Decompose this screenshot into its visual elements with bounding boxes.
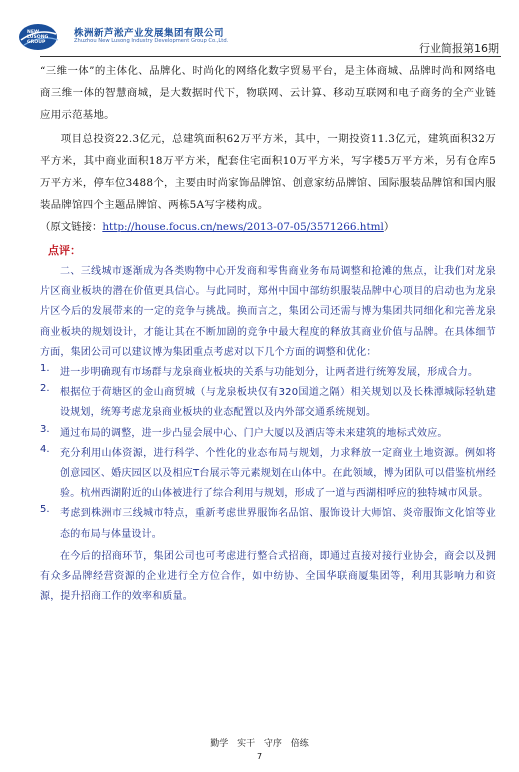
list-item-number: 3. — [40, 423, 50, 435]
list-item-text: 通过布局的调整，进一步凸显会展中心、门户大厦以及酒店等未来建筑的地标式效应。 — [60, 427, 448, 439]
header-title: 行业简报第16期 — [419, 42, 499, 55]
footer-motto: 勤学 实干 守序 倍练 — [210, 739, 309, 749]
list-item — [40, 504, 496, 544]
source-link[interactable]: http://house.focus.cn/news/2013-07-05/3571266.html — [102, 221, 384, 233]
list-item-text: 根据位于荷塘区的金山商贸城（与龙泉板块仅有320国道之隔）相关规划以及长株潭城际轻轨建设规划，统筹考虑龙泉商业板块的业态配置以及内外部交通系统规划。 — [60, 387, 496, 419]
list-item-text: 进一步明确现有市场群与龙泉商业板块的关系与功能划分，让两者进行统筹发展，形成合力。 — [60, 367, 479, 379]
company-logo — [18, 22, 228, 52]
list-item — [40, 444, 496, 505]
logo-company-name-cn: 株洲新芦淞产业发展集团有限公司 — [74, 28, 225, 39]
logo-mark-line3: GROUP — [27, 40, 46, 45]
commentary-closing: 在今后的招商环节，集团公司也可考虑进行整合式招商，即通过直接对接行业协会，商会以及拥有众多品牌经营资源的企业进行全方位合作，如中纺协、全国华联商厦集团等，利用其影响力和资源，提升招商工作的效率和质量。 — [40, 550, 496, 603]
list-item-number: 4. — [40, 443, 50, 455]
list-item-number: 2. — [40, 383, 50, 395]
commentary-list — [40, 363, 496, 545]
logo-mark-line1: NEW — [27, 30, 40, 35]
page-header — [0, 0, 519, 60]
commentary-heading: 点评： — [48, 244, 81, 257]
logo-mark-line2: LUSONG — [27, 35, 49, 40]
source-link-line — [40, 216, 496, 238]
list-item-number: 5. — [40, 504, 50, 516]
page-number: 7 — [256, 752, 263, 761]
page-content — [40, 60, 496, 607]
header-divider — [40, 56, 501, 57]
article-paragraph-1: “三维一体”的主体化、品牌化、时尚化的网络化数字贸易平台，是主体商城、品牌时尚和网络电商三维一体的智慧商城，是大数据时代下，物联网、云计算、移动互联网和电子商务的全产业链应用示范基地。 — [40, 65, 496, 121]
list-item-text: 考虑到株洲市三线城市特点，重新考虑世界服饰名品馆、服饰设计大师馆、炎帝服饰文化馆等业态的布局与体量设计。 — [60, 508, 496, 540]
list-item-number: 1. — [40, 363, 50, 375]
list-item-text: 充分利用山体资源，进行科学、个性化的业态布局与规划，力求释放一定商业土地资源。例如将创意园区、婚庆园区以及相应T台展示等元素规划在山体中。在此领域，博为团队可以借鉴杭州经验。杭州西湖附近的山体被进行了综合利用与规划，形成了一道与西湖相呼应的独特城市风景。 — [60, 447, 496, 500]
source-prefix: （原文链接： — [40, 221, 103, 233]
list-item — [40, 363, 496, 383]
article-paragraph-2: 项目总投资22.3亿元，总建筑面积62万平方米，其中，一期投资11.3亿元，建筑面积32万平方米，其中商业面积18万平方米，配套住宅面积10万平方米，写字楼5万平方米，另有仓库5万平方米，停车位3488个，主要由时尚家饰品牌馆、创意家纺品牌馆、国际服装品牌馆和国内服装品牌馆四个主题品牌馆、两栋5A写字楼构成。 — [40, 133, 496, 211]
logo-mark-icon — [18, 22, 70, 52]
commentary-intro: 二、三线城市逐渐成为各类购物中心开发商和零售商业务布局调整和抢滩的焦点，让我们对龙泉片区商业板块的潜在价值更具信心。与此同时，郑州中国中部纺织服装品牌中心项目的启动也为龙泉片区今后的发展带来的一定的竞争与挑战。换而言之，集团公司还需与博为集团共同细化和完善龙泉商业板块的规划设计，才能让其在不断加剧的竞争中最大程度的释放其商业价值与品牌。在具体细节方面，集团公司可以建议博为集团重点考虑对以下几个方面的调整和优化： — [40, 266, 496, 358]
logo-company-name-en: Zhuzhou New Lusong Industry Development Group Co.,Ltd. — [74, 38, 229, 44]
source-suffix: ） — [383, 221, 395, 233]
list-item — [40, 424, 496, 444]
list-item — [40, 383, 496, 423]
